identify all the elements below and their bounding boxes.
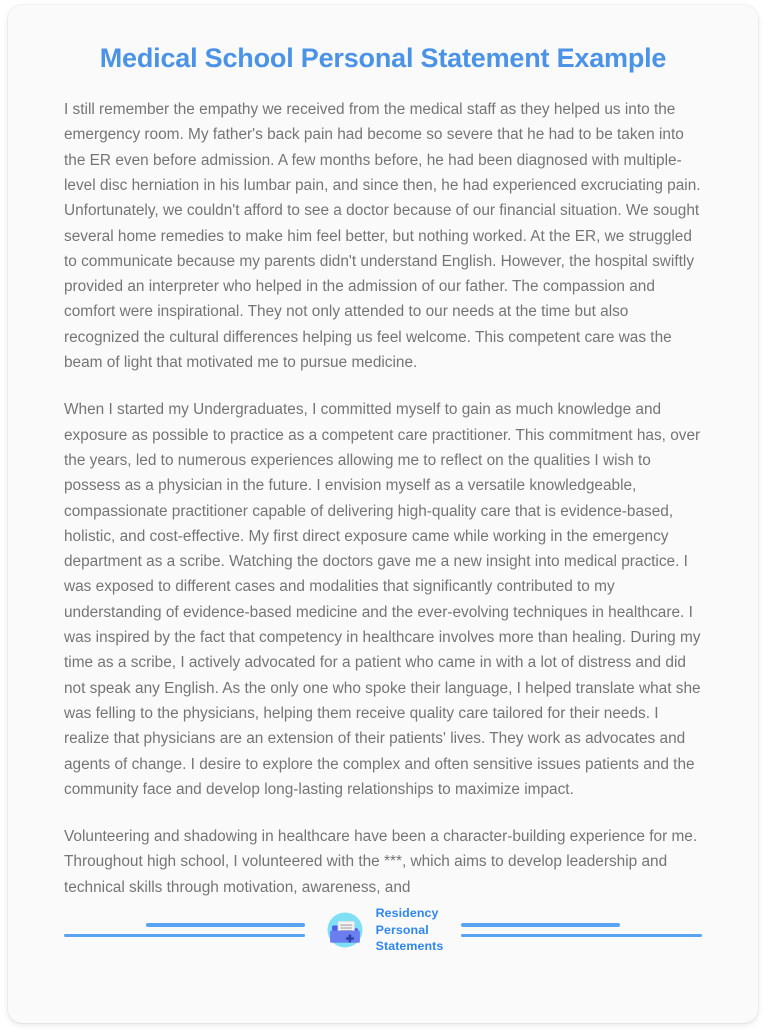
brand-line-1: Residency: [375, 906, 439, 921]
footer-divider-left: [64, 923, 323, 937]
paragraph-3: Volunteering and shadowing in healthcare have been a character-building experience for me. Throughout high school, I volunteered with the ***, which aims to develop leadership and technical skills through motivation, awareness, and: [64, 828, 698, 896]
brand-logo[interactable]: [323, 905, 444, 954]
statement-text: [64, 97, 702, 900]
divider-line: [461, 934, 702, 938]
document-footer: [8, 899, 758, 961]
document-card: [8, 5, 758, 1023]
page-title: Medical School Personal Statement Example: [99, 43, 667, 73]
divider-line: [461, 923, 620, 927]
paragraph-1: I still remember the empathy we received from the medical staff as they helped us into the emergency room. My father's back pain had become so severe that he had to be taken into the ER even before admission. A few months before, he had been diagnosed with multiple-level disc herniation in his lumbar pain, and since then, he had experienced excruciating pain. Unfortunately, we couldn't afford to see a doctor because of our financial situation. We sought several home remedies to make him feel better, but nothing worked. At the ER, we struggled to communicate because my parents didn't understand English. However, the hospital swiftly provided an interpreter who helped in the admission of our father. The compassion and comfort were inspirational. They not only attended to our needs at the time but also recognized the cultural differences helping us feel welcome. This competent care was the beam of light that motivated me to pursue medicine.: [64, 101, 701, 372]
divider-line: [64, 934, 305, 938]
divider-line: [146, 923, 305, 927]
brand-line-2: Personal: [375, 922, 429, 937]
brand-line-3: Statements: [375, 939, 444, 954]
paragraph-2: When I started my Undergraduates, I committed myself to gain as much knowledge and exposure as possible to practice as a competent care practitioner. This commitment has, over the years, led to numerous experiences allowing me to reflect on the qualities I wish to possess as a physician in the future. I envision myself as a versatile knowledgeable, compassionate practitioner capable of delivering high-quality care that is evidence-based, holistic, and cost-effective. My first direct exposure came while working in the emergency department as a scribe. Watching the doctors gave me a new insight into medical practice. I was exposed to different cases and modalities that significantly contributed to my understanding of evidence-based medicine and the ever-evolving techniques in healthcare. I was inspired by the fact that competency in healthcare involves more than healing. During my time as a scribe, I actively advocated for a patient who came in with a lot of distress and did not speak any English. As the only one who spoke their language, I helped translate what she was felling to the physicians, helping them receive quality care tailored for their needs. I realize that physicians are an extension of their patients' lives. They work as advocates and agents of change. I desire to explore the complex and often sensitive issues patients and the community face and develop long-lasting relationships to maximize impact.: [64, 401, 701, 798]
residency-folder-icon: [323, 908, 367, 952]
brand-wordmark: [376, 905, 444, 954]
footer-divider-right: [443, 923, 702, 937]
document-body: [8, 5, 758, 1023]
